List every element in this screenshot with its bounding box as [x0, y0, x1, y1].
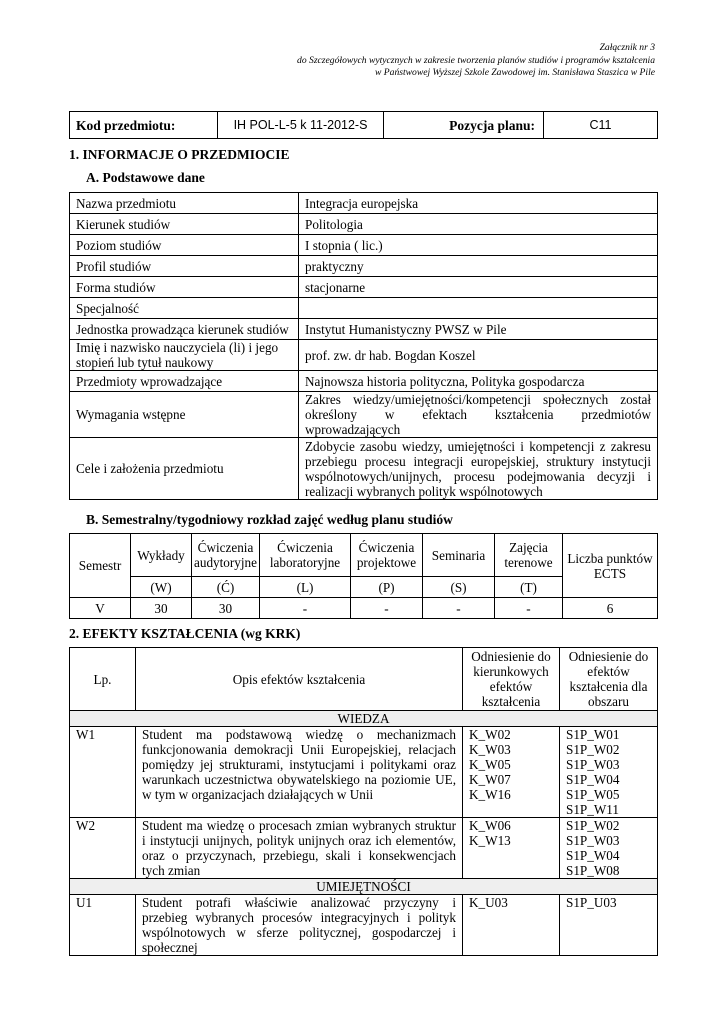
code-line: S1P_W03: [566, 833, 620, 848]
skills-group: UMIEJĘTNOŚCI: [70, 879, 658, 895]
text-line: realizacji wybranych polityk wspólnotowych: [305, 483, 543, 499]
row-value: Politologia: [299, 214, 658, 235]
text-line: przebiegu procesu integracji europejskiej, struktury instytucji: [305, 453, 651, 469]
row-label: Specjalność: [70, 298, 299, 319]
field-header: Zajęcia terenowe: [495, 534, 563, 577]
attachment-line-3: w Państwowej Wyższej Szkole Zawodowej im. Stanisława Staszica w Pile: [374, 67, 655, 78]
text-line: Student ma podstawową wiedzę o mechanizmach: [142, 727, 456, 742]
text-line: Student ma wiedzę o procesach zmian wybranych struktur: [142, 818, 456, 833]
schedule-table: [69, 533, 658, 619]
code-line: S1P_W04: [566, 772, 620, 787]
requirements-value: [299, 392, 658, 438]
laboratory-value: -: [260, 598, 351, 619]
effect-description: [136, 818, 463, 879]
subject-code-value: IH POL-L-5 k 11-2012-S: [218, 112, 384, 139]
code-line: K_U03: [469, 895, 508, 910]
text-line: Zdobycie zasobu wiedzy, umiejętności i kompetencji z zakresu: [305, 438, 651, 454]
code-line: K_W16: [469, 787, 511, 802]
directional-header: Odniesienie do kierunkowych efektów kształcenia: [463, 648, 560, 711]
teacher-value: prof. zw. dr hab. Bogdan Koszel: [299, 340, 658, 371]
intro-subjects-value: Najnowsza historia polityczna, Polityka gospodarcza: [299, 371, 658, 392]
text-line: tych zmian: [142, 863, 201, 878]
effect-description: [136, 895, 463, 956]
text-line: oraz o przyczynach, przebiegu, skali i konsekwencjach: [142, 848, 456, 863]
code-line: S1P_W04: [566, 848, 620, 863]
row-value: [299, 298, 658, 319]
text-line: w tym w organizacjach działających w Unii: [142, 787, 374, 802]
text-line: i instytucji unijnych, polityk unijnych oraz ich elementów,: [142, 833, 456, 848]
attachment-number: Załącznik nr 3: [599, 42, 655, 53]
code-line: K_W07: [469, 772, 511, 787]
auditory-abbr: (Ć): [192, 577, 260, 598]
effect-directional: [463, 818, 560, 879]
code-line: S1P_W05: [566, 787, 620, 802]
effect-lp: W2: [70, 818, 136, 879]
row-label: Nazwa przedmiotu: [70, 193, 299, 214]
table-row: [70, 298, 658, 319]
semester-header: Semestr: [70, 534, 131, 598]
effect-lp: U1: [70, 895, 136, 956]
code-line: S1P_W08: [566, 863, 620, 878]
code-line: S1P_W02: [566, 742, 620, 757]
table-row: [70, 438, 658, 500]
laboratory-abbr: (L): [260, 577, 351, 598]
auditory-value: 30: [192, 598, 260, 619]
row-value: praktyczny: [299, 256, 658, 277]
row-label: Jednostka prowadząca kierunek studiów: [70, 319, 299, 340]
plan-position-label: Pozycja planu:: [384, 112, 544, 139]
text-line: pomiędzy jej strukturami, instytucjami i politykami oraz: [142, 757, 456, 772]
code-line: K_W13: [469, 833, 511, 848]
row-value: Instytut Humanistyczny PWSZ w Pile: [299, 319, 658, 340]
auditory-header: Ćwiczenia audytoryjne: [192, 534, 260, 577]
effect-area: [560, 818, 658, 879]
attachment-line-2: do Szczegółowych wytycznych w zakresie tworzenia planów studiów i programów kształcenia: [297, 54, 655, 66]
text-line: wspólnotowych w sferze politycznej, gospodarczej i: [142, 925, 456, 940]
area-header: Odniesienie do efektów kształcenia dla obszaru: [560, 648, 658, 711]
code-line: S1P_W03: [566, 757, 620, 772]
seminar-value: -: [423, 598, 495, 619]
text-line: wspólnotowych/unijnych, procesu podejmowania decyzji i: [305, 468, 651, 484]
effect-description: [136, 727, 463, 818]
table-row: [70, 256, 658, 277]
text-line: Student potrafi właściwie analizować przyczyny i: [142, 895, 456, 910]
table-row: [70, 319, 658, 340]
code-line: K_W06: [469, 818, 511, 833]
code-line: K_W03: [469, 742, 511, 757]
attachment-header: [297, 42, 655, 80]
project-abbr: (P): [351, 577, 423, 598]
lectures-value: 30: [131, 598, 192, 619]
section-1a-title: A. Podstawowe dane: [86, 170, 205, 185]
teacher-label-line: stopień lub tytuł naukowy: [76, 355, 214, 370]
effects-table: [69, 647, 658, 956]
effect-directional: [463, 895, 560, 956]
goals-label: Cele i założenia przedmiotu: [70, 438, 299, 500]
code-line: S1P_W02: [566, 818, 620, 833]
table-row: [70, 598, 658, 619]
teacher-label-line: Imię i nazwisko nauczyciela (li) i jego: [76, 340, 279, 355]
table-row: [70, 214, 658, 235]
text-line: funkcjonowania demokracji Unii Europejskiej, relacjach: [142, 742, 456, 757]
text-line: Zakres wiedzy/umiejętności/kompetencji społecznych został: [305, 392, 651, 407]
effect-area: [560, 727, 658, 818]
table-row: [70, 340, 658, 371]
lp-header: Lp.: [70, 648, 136, 711]
text-line: warunkach uczestnictwa obywatelskiego na poziomie UE,: [142, 772, 456, 787]
table-row: [70, 392, 658, 438]
effect-lp: W1: [70, 727, 136, 818]
row-value: Integracja europejska: [299, 193, 658, 214]
row-value: I stopnia ( lic.): [299, 235, 658, 256]
teacher-label: [70, 340, 299, 371]
requirements-label: Wymagania wstępne: [70, 392, 299, 438]
table-row: [70, 193, 658, 214]
seminar-abbr: (S): [423, 577, 495, 598]
description-header: Opis efektów kształcenia: [136, 648, 463, 711]
effect-directional: [463, 727, 560, 818]
subject-code-label: Kod przedmiotu:: [70, 112, 218, 139]
section-2-title: 2. EFEKTY KSZTAŁCENIA (wg KRK): [69, 626, 301, 641]
text-line: określony w efektach kształcenia przedmiotów: [305, 407, 651, 422]
plan-position-value: C11: [544, 112, 658, 139]
table-row: [70, 371, 658, 392]
goals-value: [299, 438, 658, 500]
ects-value: 6: [563, 598, 658, 619]
row-value: stacjonarne: [299, 277, 658, 298]
text-line: wprowadzających: [305, 422, 401, 437]
table-row: [70, 235, 658, 256]
code-line: K_W05: [469, 757, 511, 772]
section-1-title: 1. INFORMACJE O PRZEDMIOCIE: [69, 147, 290, 162]
text-line: przebieg wybranych procesów integracyjnych i polityk: [142, 910, 456, 925]
row-label: Poziom studiów: [70, 235, 299, 256]
knowledge-group: WIEDZA: [70, 711, 658, 727]
text-line: społecznej: [142, 940, 198, 955]
table-row: [70, 277, 658, 298]
semester-value: V: [70, 598, 131, 619]
lectures-header: Wykłady: [131, 534, 192, 577]
table-row: [70, 727, 658, 818]
subject-code-table: [69, 111, 658, 139]
code-line: S1P_U03: [566, 895, 617, 910]
table-row: [70, 818, 658, 879]
lectures-abbr: (W): [131, 577, 192, 598]
ects-header: Liczba punktów ECTS: [563, 534, 658, 598]
code-line: S1P_W01: [566, 727, 620, 742]
row-label: Forma studiów: [70, 277, 299, 298]
project-value: -: [351, 598, 423, 619]
section-1b-title: B. Semestralny/tygodniowy rozkład zajęć według planu studiów: [86, 512, 453, 527]
laboratory-header: Ćwiczenia laboratoryjne: [260, 534, 351, 577]
code-line: K_W02: [469, 727, 511, 742]
basic-data-table: [69, 192, 658, 500]
seminar-header: Seminaria: [423, 534, 495, 577]
field-abbr: (T): [495, 577, 563, 598]
code-line: S1P_W11: [566, 802, 620, 817]
table-row: [70, 895, 658, 956]
field-value: -: [495, 598, 563, 619]
row-label: Kierunek studiów: [70, 214, 299, 235]
project-header: Ćwiczenia projektowe: [351, 534, 423, 577]
effect-area: [560, 895, 658, 956]
intro-subjects-label: Przedmioty wprowadzające: [70, 371, 299, 392]
row-label: Profil studiów: [70, 256, 299, 277]
